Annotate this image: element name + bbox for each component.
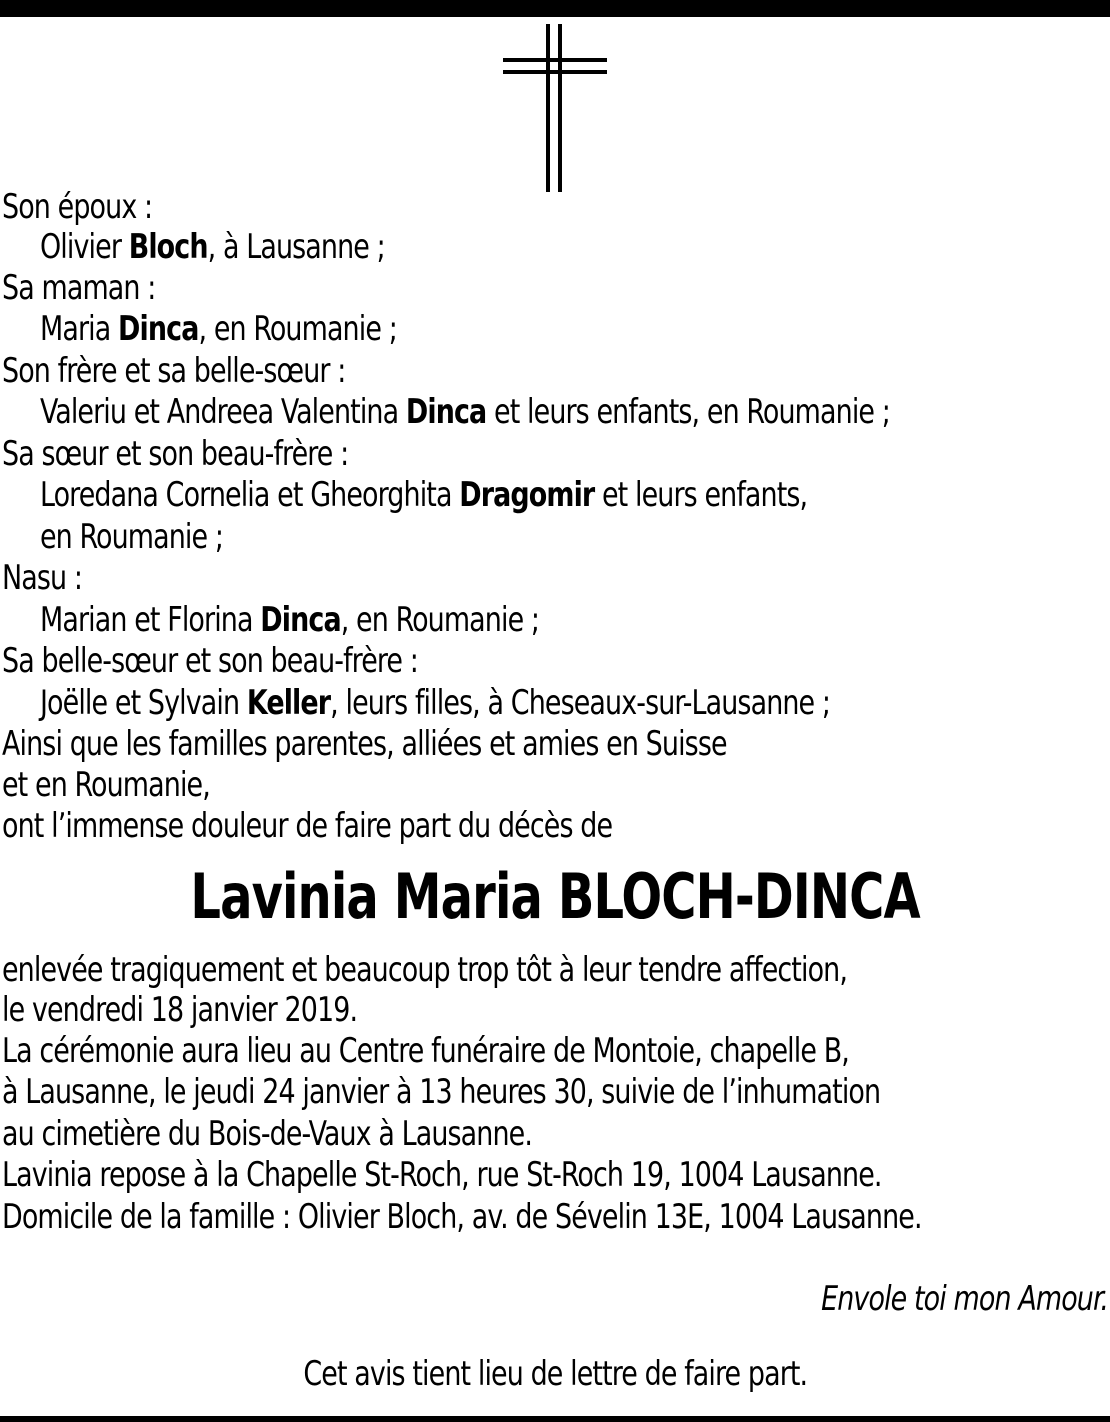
cross-icon <box>500 22 610 194</box>
extended-family-text: et en Roumanie, <box>2 765 210 805</box>
extended-family-text: Ainsi que les familles parentes, alliées et amies en Suisse <box>2 724 727 764</box>
family-member: Joëlle et Sylvain Keller, leurs filles, à Cheseaux-sur-Lausanne ; <box>40 683 831 723</box>
footer-note: Cet avis tient lieu de lettre de faire part. <box>303 1354 807 1394</box>
relation-sister-in-law: Sa belle-sœur et son beau-frère : <box>2 641 418 681</box>
bottom-border <box>0 1416 1110 1422</box>
relation-brother: Son frère et sa belle-sœur : <box>2 351 346 391</box>
family-member: Valeriu et Andreea Valentina Dinca et leurs enfants, en Roumanie ; <box>40 392 890 432</box>
deceased-name: Lavinia Maria BLOCH-DINCA <box>190 860 920 933</box>
family-member: Loredana Cornelia et Gheorghita Dragomir et leurs enfants, <box>40 475 808 515</box>
relation-sister: Sa sœur et son beau-frère : <box>2 434 349 474</box>
ceremony-text: à Lausanne, le jeudi 24 janvier à 13 heures 30, suivie de l’inhumation <box>2 1072 881 1112</box>
family-member-continued: en Roumanie ; <box>40 517 224 557</box>
announcement-text: ont l’immense douleur de faire part du décès de <box>2 806 613 846</box>
relation-spouse: Son époux : <box>2 187 153 227</box>
family-member: Maria Dinca, en Roumanie ; <box>40 309 397 349</box>
details-text: le vendredi 18 janvier 2019. <box>2 990 358 1030</box>
relation-mother: Sa maman : <box>2 268 156 308</box>
top-border <box>0 0 1110 17</box>
ceremony-text: La cérémonie aura lieu au Centre funéraire de Montoie, chapelle B, <box>2 1031 849 1071</box>
relation-godparent: Nasu : <box>2 558 83 598</box>
rest-location-text: Lavinia repose à la Chapelle St-Roch, rue St-Roch 19, 1004 Lausanne. <box>2 1155 882 1195</box>
details-text: enlevée tragiquement et beaucoup trop tôt à leur tendre affection, <box>2 950 848 990</box>
ceremony-text: au cimetière du Bois-de-Vaux à Lausanne. <box>2 1114 533 1154</box>
closing-quote: Envole toi mon Amour. <box>821 1279 1108 1319</box>
family-address-text: Domicile de la famille : Olivier Bloch, av. de Sévelin 13E, 1004 Lausanne. <box>2 1197 922 1237</box>
family-member: Olivier Bloch, à Lausanne ; <box>40 227 385 267</box>
family-member: Marian et Florina Dinca, en Roumanie ; <box>40 600 540 640</box>
